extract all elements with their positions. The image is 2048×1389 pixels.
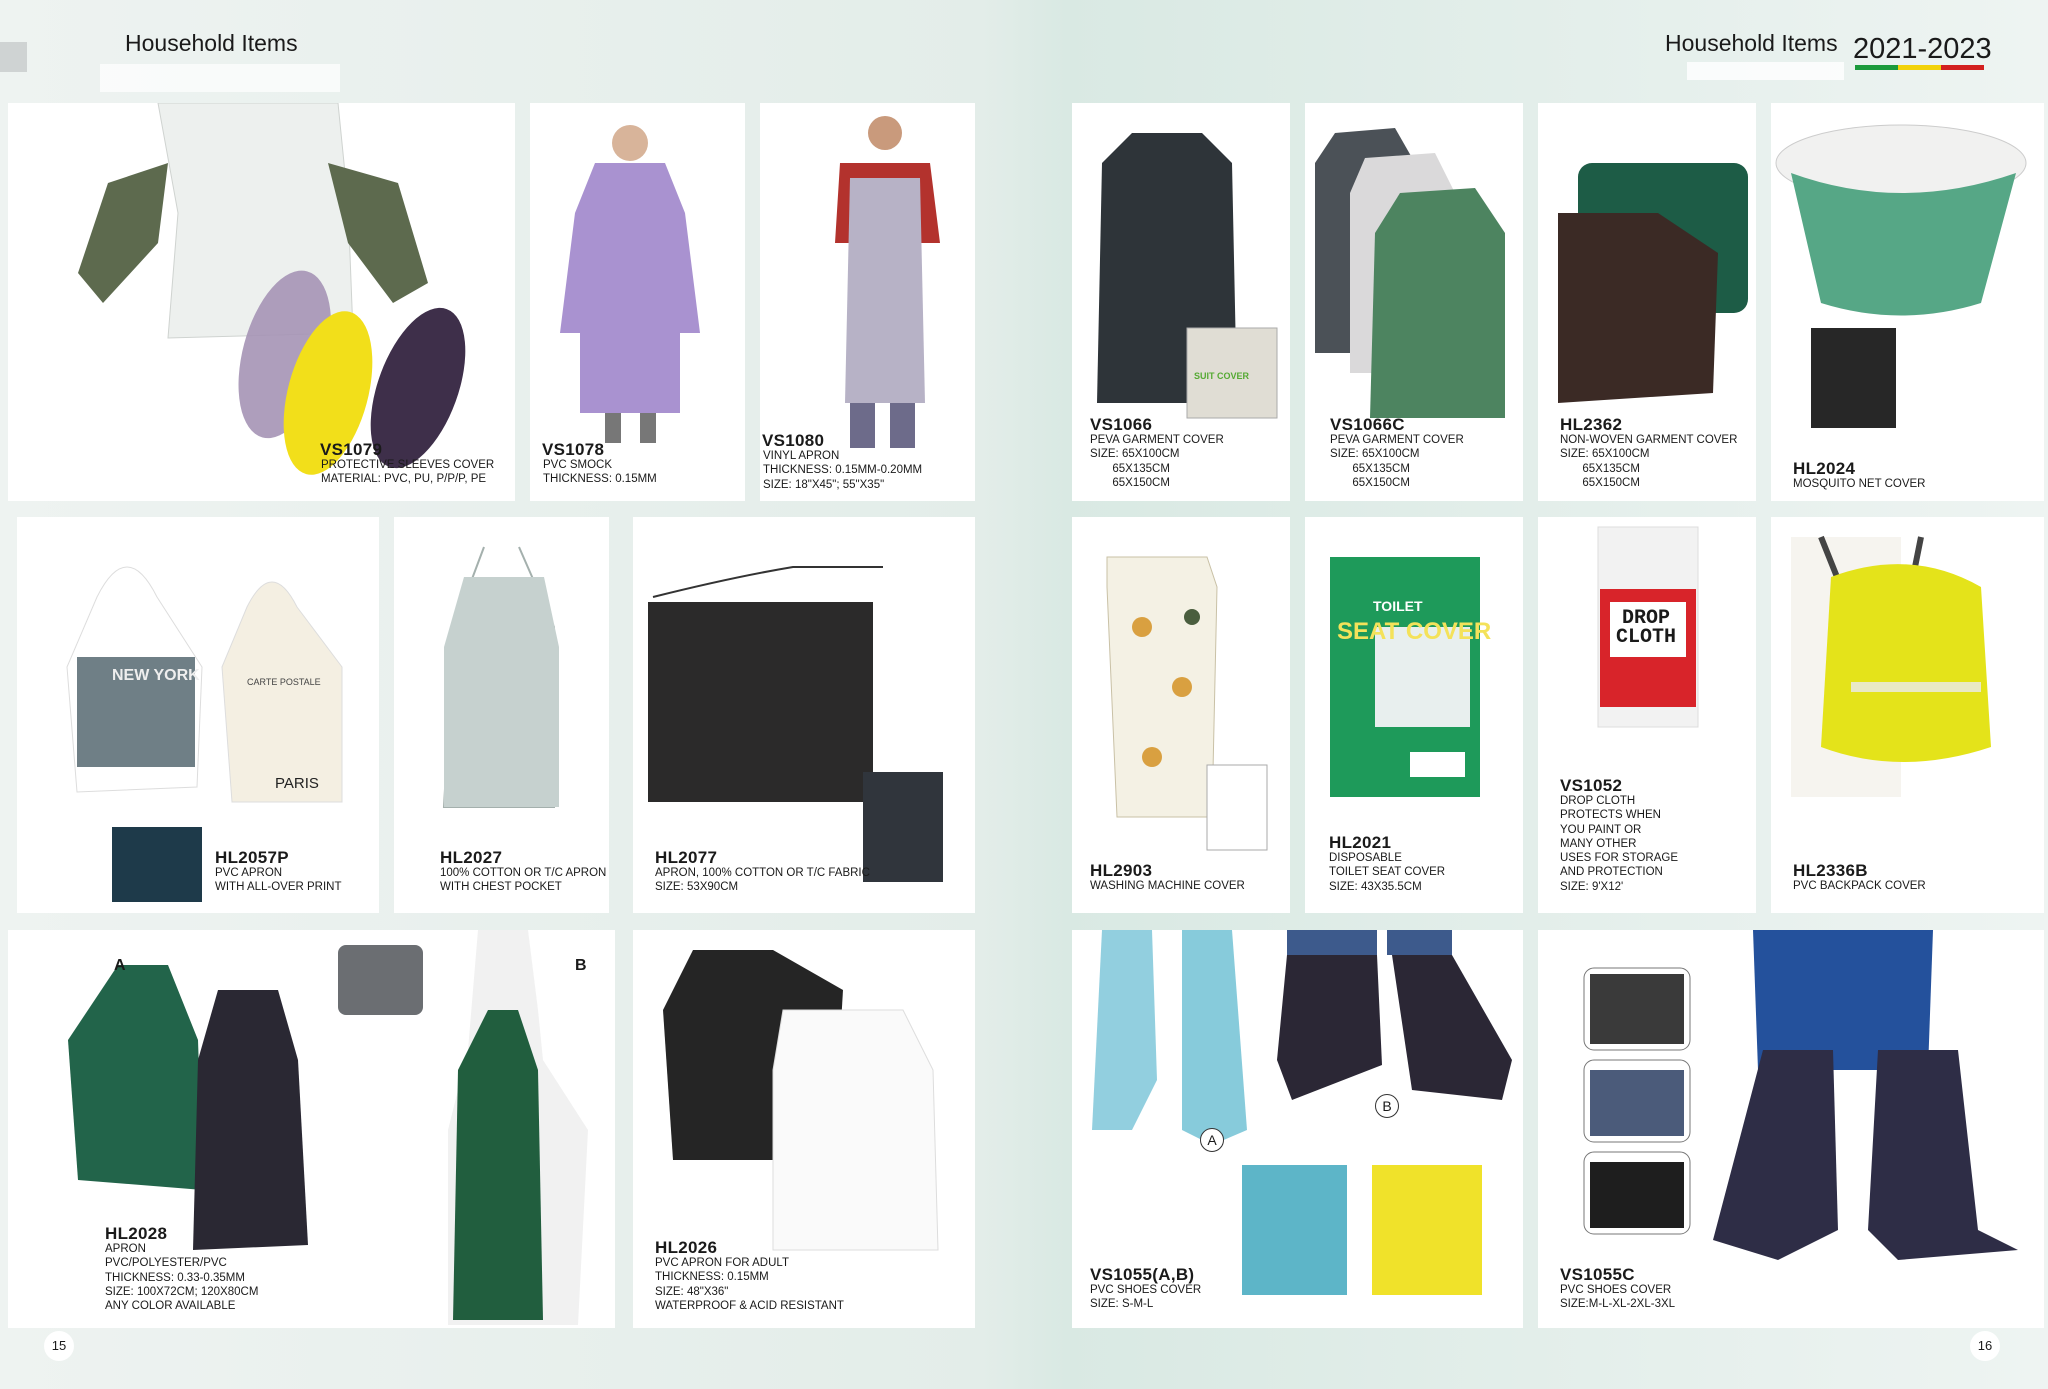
package-cloth-text: CLOTH bbox=[1616, 626, 1677, 649]
package-drop-text: DROP bbox=[1622, 607, 1671, 630]
product-card-hl2026[interactable] bbox=[633, 930, 975, 1328]
product-code: VS1066C bbox=[1330, 415, 1405, 434]
right-page-header: Household Items bbox=[1665, 30, 1838, 56]
variant-label-b: B bbox=[1375, 1094, 1399, 1118]
product-code: VS1066 bbox=[1090, 415, 1153, 434]
variant-label-a: A bbox=[1200, 1128, 1224, 1152]
color-stripe bbox=[1855, 65, 1984, 70]
product-description: APRON PVC/POLYESTER/PVC THICKNESS: 0.33-0.35MM SIZE: 100X72CM; 120X80CM ANY COLOR AVAILABLE bbox=[105, 1243, 259, 1313]
right-header-bar bbox=[1687, 62, 1844, 80]
product-code: HL2028 bbox=[105, 1224, 168, 1243]
product-card-hl2057p[interactable] bbox=[17, 517, 379, 913]
product-description: APRON, 100% COTTON OR T/C FABRIC SIZE: 53X90CM bbox=[655, 867, 870, 894]
product-code: VS1055C bbox=[1560, 1265, 1635, 1284]
catalog-years: 2021-2023 bbox=[1853, 33, 1992, 65]
product-code: HL2362 bbox=[1560, 415, 1623, 434]
product-card-hl2024[interactable] bbox=[1771, 103, 2044, 501]
product-code: HL2024 bbox=[1793, 459, 1856, 478]
mosquito-net-cover-image bbox=[1771, 103, 2044, 501]
product-description: PVC APRON FOR ADULT THICKNESS: 0.15MM SIZE: 48"X36" WATERPROOF & ACID RESISTANT bbox=[655, 1257, 844, 1312]
product-card-vs1055ab[interactable] bbox=[1072, 930, 1523, 1328]
backpack-cover-image bbox=[1771, 517, 2044, 913]
product-description: PEVA GARMENT COVER SIZE: 65X100CM 65X135CM 65X150CM bbox=[1330, 434, 1464, 489]
product-card-hl2336b[interactable] bbox=[1771, 517, 2044, 913]
product-description: PVC BACKPACK COVER bbox=[1793, 880, 1926, 892]
product-description: MOSQUITO NET COVER bbox=[1793, 478, 1926, 490]
product-card-vs1052[interactable] bbox=[1538, 517, 1756, 913]
product-description: PVC SHOES COVER SIZE:M-L-XL-2XL-3XL bbox=[1560, 1284, 1676, 1311]
product-card-hl2028[interactable] bbox=[8, 930, 615, 1328]
product-code: VS1078 bbox=[542, 440, 605, 459]
product-description: VINYL APRON THICKNESS: 0.15MM-0.20MM SIZE: 18"X45"; 55"X35" bbox=[763, 450, 923, 491]
product-card-hl2077[interactable] bbox=[633, 517, 975, 913]
variant-label-b: B bbox=[575, 957, 587, 974]
product-card-vs1055c[interactable] bbox=[1538, 930, 2044, 1328]
product-code: VS1079 bbox=[320, 440, 383, 459]
product-code: HL2336B bbox=[1793, 861, 1868, 880]
product-description: PVC APRON WITH ALL-OVER PRINT bbox=[215, 867, 342, 894]
product-description: PVC SMOCK THICKNESS: 0.15MM bbox=[543, 459, 657, 486]
product-card-vs1066[interactable] bbox=[1072, 103, 1290, 501]
left-page-header: Household Items bbox=[125, 30, 298, 56]
product-code: HL2027 bbox=[440, 848, 503, 867]
product-card-hl2021[interactable] bbox=[1305, 517, 1523, 913]
product-description: PEVA GARMENT COVER SIZE: 65X100CM 65X135CM 65X150CM bbox=[1090, 434, 1224, 489]
product-card-hl2027[interactable] bbox=[394, 517, 609, 913]
product-card-hl2903[interactable] bbox=[1072, 517, 1290, 913]
product-card-vs1078[interactable] bbox=[530, 103, 745, 501]
product-card-vs1066c[interactable] bbox=[1305, 103, 1523, 501]
product-code: VS1052 bbox=[1560, 776, 1623, 795]
left-header-bar bbox=[100, 64, 340, 92]
washing-machine-cover-image bbox=[1072, 517, 1290, 913]
product-description: 100% COTTON OR T/C APRON WITH CHEST POCKET bbox=[440, 867, 607, 894]
print-text-new-york: NEW YORK bbox=[112, 667, 200, 684]
product-code: HL2057P bbox=[215, 848, 289, 867]
page-number-right: 16 bbox=[1970, 1331, 2000, 1361]
page-edge-tab bbox=[0, 42, 27, 72]
pvc-aprons-image bbox=[8, 930, 615, 1328]
product-code: HL2021 bbox=[1329, 833, 1392, 852]
product-description: DROP CLOTH PROTECTS WHEN YOU PAINT OR MANY OTHER USES FOR STORAGE AND PROTECTION SIZE: 9'X12' bbox=[1560, 795, 1679, 893]
printed-apron-image bbox=[17, 517, 379, 913]
product-code: VS1080 bbox=[762, 431, 825, 450]
package-toilet-text: TOILET bbox=[1373, 598, 1423, 614]
print-text-paris: PARIS bbox=[275, 775, 319, 792]
package-suit-cover-text: SUIT COVER bbox=[1194, 371, 1250, 381]
page-number-left: 15 bbox=[44, 1331, 74, 1361]
variant-label-a: A bbox=[114, 957, 126, 974]
product-card-vs1079[interactable] bbox=[8, 103, 515, 501]
product-card-hl2362[interactable] bbox=[1538, 103, 1756, 501]
product-description: PVC SHOES COVER SIZE: S-M-L bbox=[1090, 1284, 1202, 1311]
product-description: WASHING MACHINE COVER bbox=[1090, 880, 1245, 892]
package-seat-cover-text: SEAT COVER bbox=[1337, 618, 1492, 645]
product-card-vs1080[interactable] bbox=[760, 103, 975, 501]
product-description: DISPOSABLE TOILET SEAT COVER SIZE: 43X35.5CM bbox=[1329, 852, 1446, 893]
product-description: NON-WOVEN GARMENT COVER SIZE: 65X100CM 65X135CM 65X150CM bbox=[1560, 434, 1738, 489]
sleeves-cover-image bbox=[8, 103, 515, 501]
product-description: PROTECTIVE SLEEVES COVER MATERIAL: PVC, PU, P/P/P, PE bbox=[321, 459, 495, 486]
print-text-carte-postale: CARTE POSTALE bbox=[247, 677, 321, 687]
product-code: HL2077 bbox=[655, 848, 718, 867]
product-code: HL2903 bbox=[1090, 861, 1153, 880]
product-code: HL2026 bbox=[655, 1238, 718, 1257]
product-code: VS1055(A,B) bbox=[1090, 1265, 1195, 1284]
